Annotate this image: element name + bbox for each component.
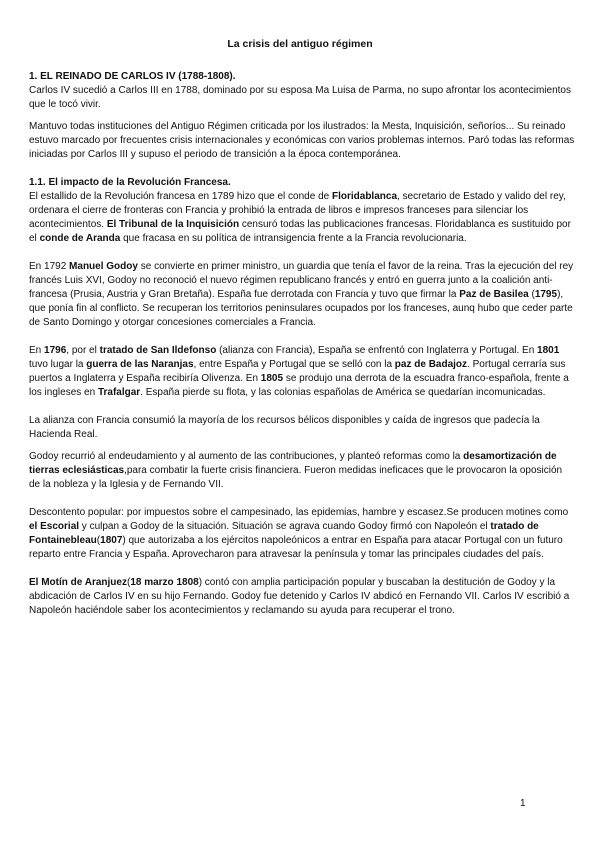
document-title: La crisis del antiguo régimen xyxy=(227,38,373,50)
paragraph-descontento: Descontento popular: por impuestos sobre el campesinado, las epidemias, hambre y escasez.Se producen motines como el Escorial y culpan a Godoy de la situación. Situación se agrava cuando Godoy firmó con Napoleón el tratado de Fontainebleau(1807) que autorizaba a los ejércitos napoleónicos a entrar en España para atacar Portugal con un futuro reparto entre Francia y España. Aprovecharon para atravesar la península y tomar las principales ciudades del país. xyxy=(29,507,569,560)
section-heading-reinado: 1. EL REINADO DE CARLOS IV (1788-1808). xyxy=(29,71,236,82)
paragraph-desamortizacion: Godoy recurrió al endeudamiento y al aumento de las contribuciones, y planteó reformas como la desamortización de tierras eclesiásticas,para combatir la fuerte crisis financiera. Fueron medidas ineficaces que le provocaron la oposición de la nobleza y la Iglesia y de Fernando VII. xyxy=(29,451,563,490)
paragraph-instituciones: Mantuvo todas instituciones del Antiguo Régimen criticada por los ilustrados: la Mesta, Inquisición, señoríos... Su reinado estuvo marcado por frecuentes crisis internacionales y económicas con varios problemas internos. Paró todas las reformas iniciadas por Carlos III y supuso el periodo de transición a la época contemporánea. xyxy=(29,121,575,160)
paragraph-intro: Carlos IV sucedió a Carlos III en 1788, dominado por su esposa Ma Luisa de Parma, no supo afrontar los acontecimientos que le tocó vivir. xyxy=(29,85,571,110)
paragraph-aranjuez: El Motín de Aranjuez(18 marzo 1808) contó con amplia participación popular y buscaban la destitución de Godoy y la abdicación de Carlos IV en su hijo Fernando. Godoy fue detenido y Carlos IV abdicó en Fernando VII. Carlos IV escribió a Napoleón haciéndole saber los acontecimientos y reclamando su ayuda para recuperar el trono. xyxy=(29,577,570,616)
paragraph-hacienda: La alianza con Francia consumió la mayoría de los recursos bélicos disponibles y caída de ingresos que padecía la Hacienda Real. xyxy=(29,415,540,440)
document-body xyxy=(29,70,575,626)
section-heading-revolucion: 1.1. El impacto de la Revolución Francesa. xyxy=(29,177,231,188)
paragraph-godoy: En 1792 Manuel Godoy se convierte en primer ministro, un guardia que tenía el favor de la reina. Tras la ejecución del rey francés Luis XVI, Godoy no reconoció el nuevo régimen republicano francés y entró en guerra junto a la coalición anti-francesa (Prusia, Austria y Gran Bretaña). España fue derrotada con Francia y tuvo que firmar la Paz de Basilea (1795), que ponía fin al conflicto. Se recuperan los territorios peninsulares ocupados por los franceses, aunq hubo que ceder parte de Santo Domingo y otorgar concesiones comerciales a Francia. xyxy=(29,261,574,328)
paragraph-alianzas: En 1796, por el tratado de San Ildefonso (alianza con Francia), España se enfrentó con Inglaterra y Portugal. En 1801 tuvo lugar la guerra de las Naranjas, entre España y Portugal que se selló con la paz de Badajoz. Portugal cerraría sus puertos a Inglaterra y España recibiría Olivenza. En 1805 se produjo una derrota de la escuadra franco-española, frente a los ingleses en Trafalgar. España pierde su flota, y las colonias españolas de América se quedarían incomunicadas. xyxy=(29,345,569,398)
paragraph-floridablanca: El estallido de la Revolución francesa en 1789 hizo que el conde de Floridablanca, secretario de Estado y valido del rey, ordenara el cierre de fronteras con Francia y prohibió la entrada de libros e impresos franceses para silenciar los acontecimientos. El Tribunal de la Inquisición censuró todas las publicaciones francesas. Floridablanca es sustituido por el conde de Aranda que fracasa en su política de intransigencia frente a la Francia revolucionaria. xyxy=(29,191,571,244)
page-number: 1 xyxy=(520,798,526,809)
